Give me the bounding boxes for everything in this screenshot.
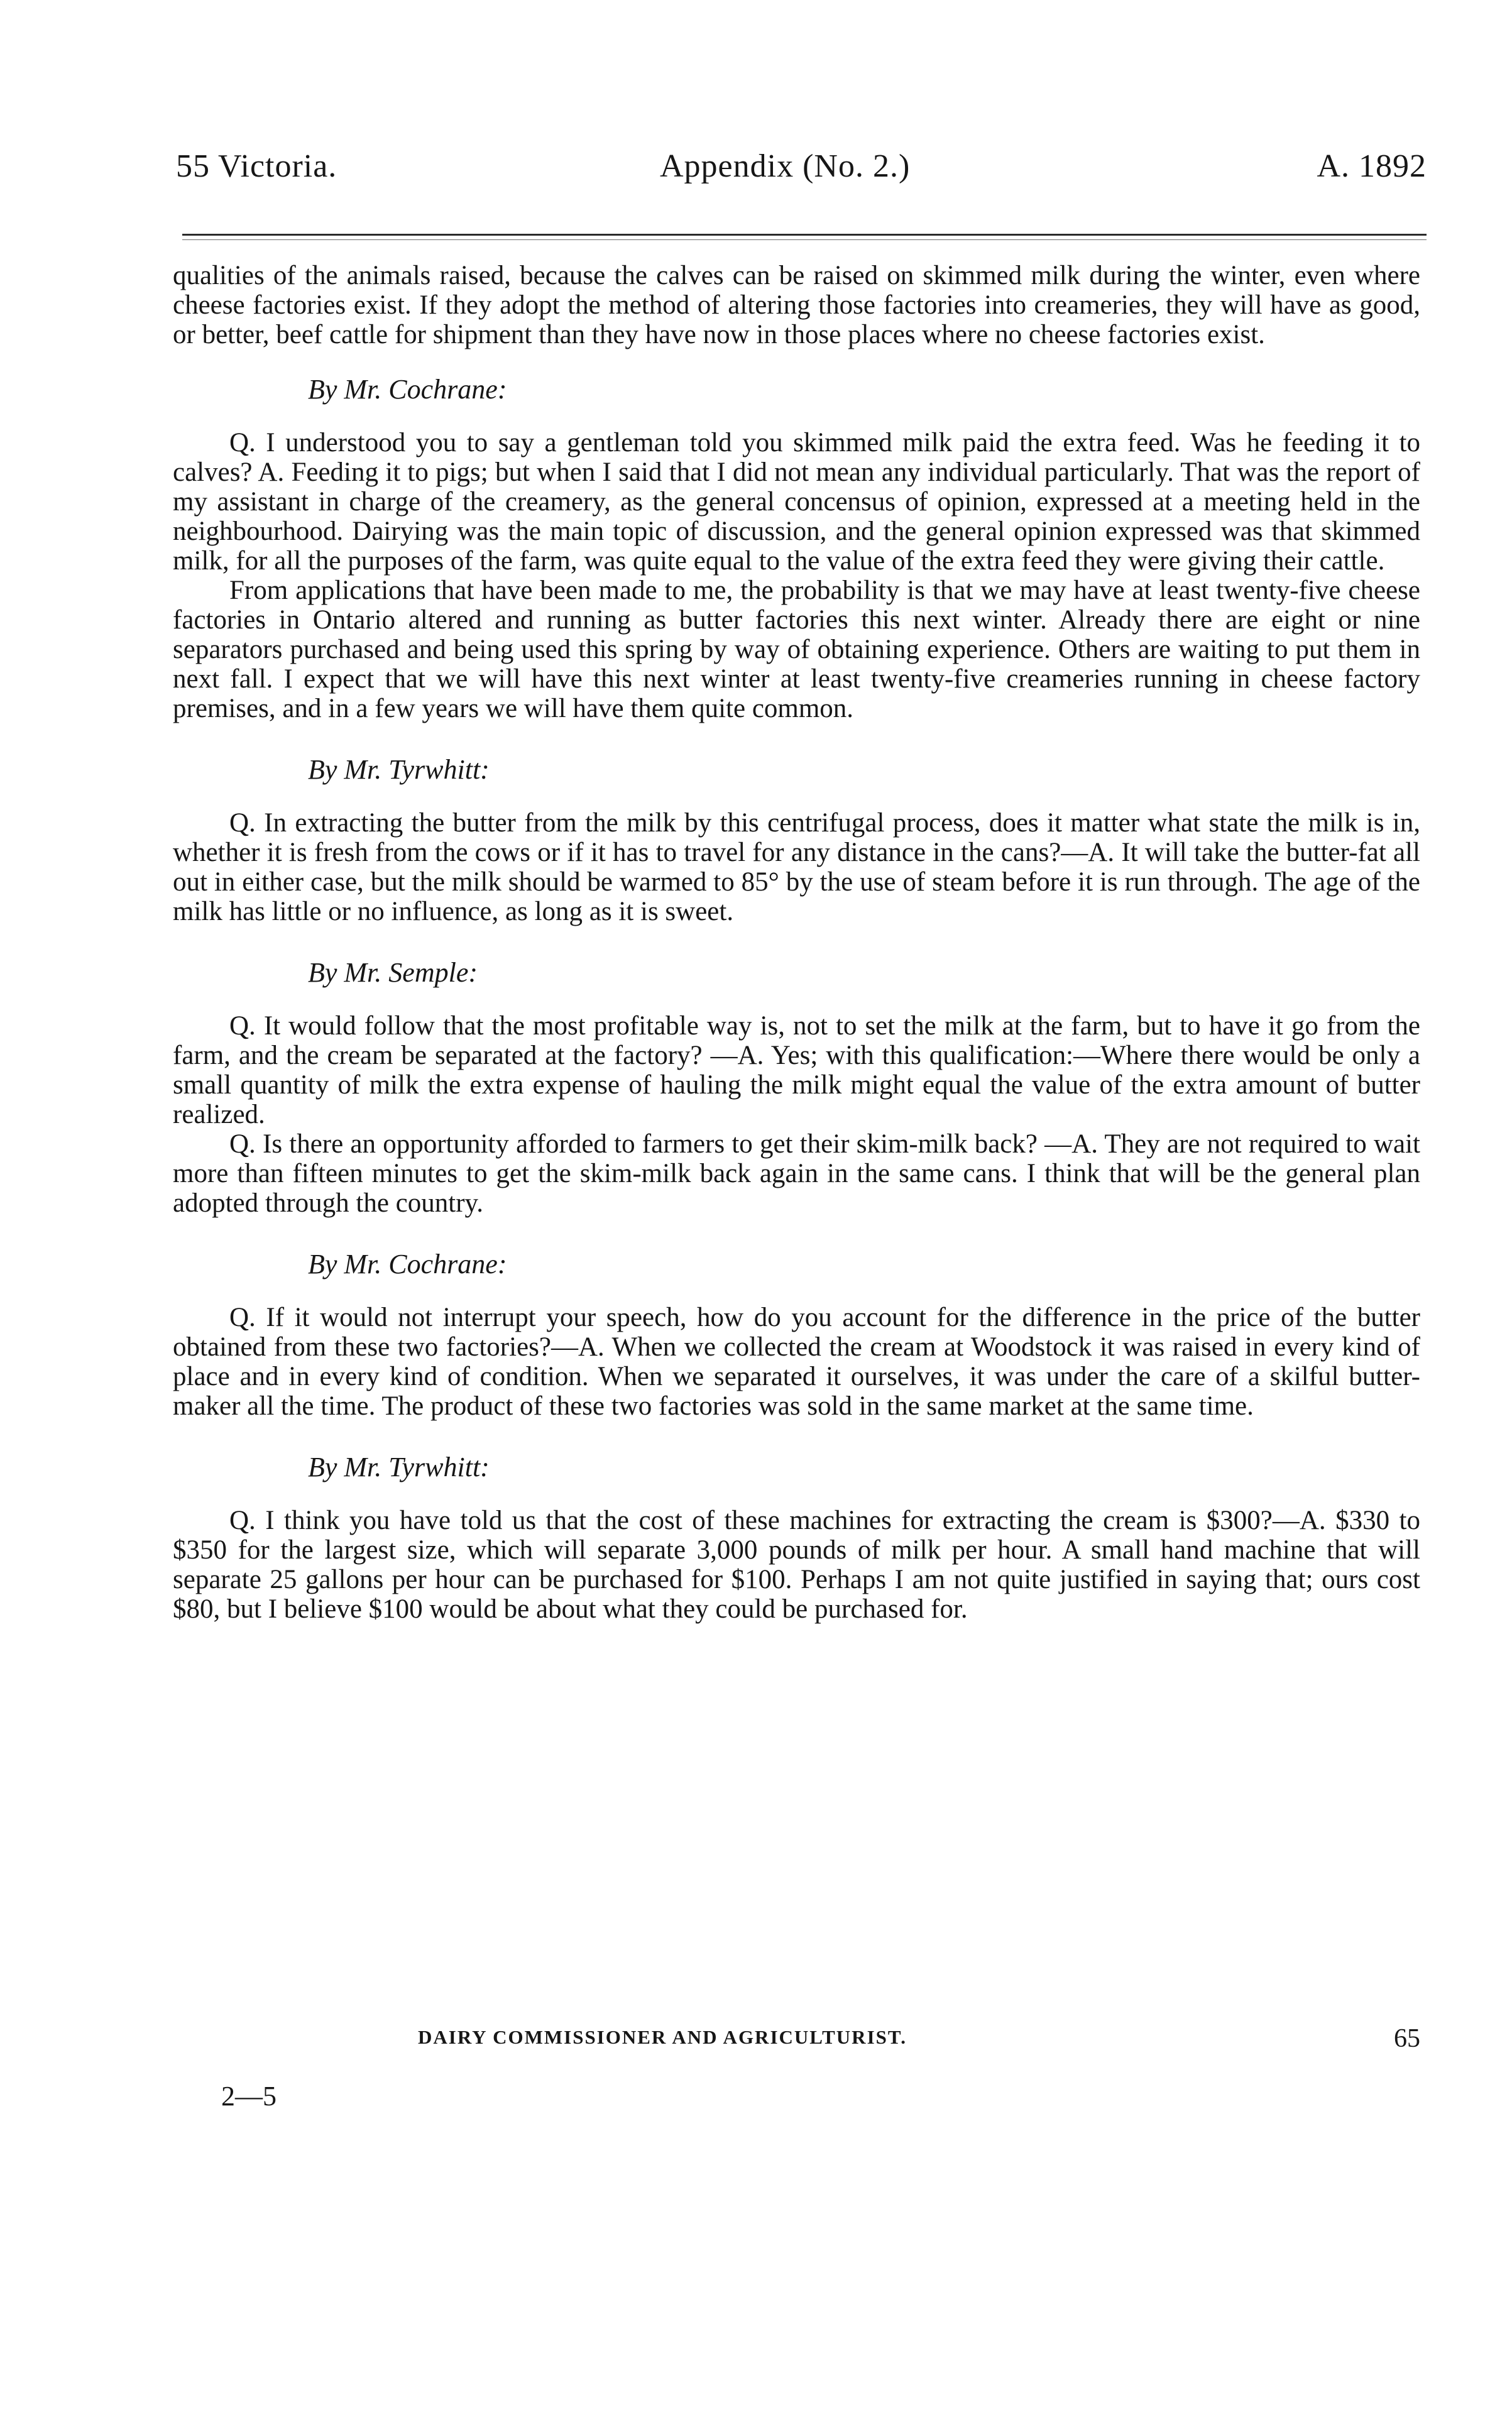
paragraph: Q. I think you have told us that the cost of these machines for extracting the cream is $300?—A. $330 to $350 for the largest size, which will separate 3,000 pounds of milk per hour. A small hand machine that will separate 25 gallons per hour can be purchased for $100. Perhaps I am not quite justified in saying that; ours cost $80, but I believe $100 would be about what they could be purchased for. <box>173 1506 1420 1624</box>
signature-mark: 2—5 <box>221 2081 277 2112</box>
paragraph: Q. I understood you to say a gentleman told you skimmed milk paid the extra feed. Was he feeding it to calves? A. Feeding it to pigs; but when I said that I did not mean any individual particularly. That was the report of my assistant in charge of the creamery, as the general concensus of opinion, expressed at a meeting held in the neighbourhood. Dairying was the main topic of discussion, and the general opinion expressed was that skimmed milk, for all the purposes of the farm, was quite equal to the value of the extra feed they were giving their cattle. <box>173 428 1420 576</box>
page-header <box>176 148 1427 204</box>
header-appendix: Appendix (No. 2.) <box>660 148 911 184</box>
paragraph: Q. It would follow that the most profitable way is, not to set the milk at the farm, but to have it go from the farm, and the cream be separated at the factory? —A. Yes; with this qualification:—Where there would be only a small quantity of milk the extra expense of hauling the milk might equal the value of the extra amount of butter realized. <box>173 1011 1420 1129</box>
page-number: 65 <box>1394 2024 1420 2053</box>
paragraph: From applications that have been made to me, the probability is that we may have at least twenty-five cheese factories in Ontario altered and running as butter factories this next winter. Already there are eight or nine separators purchased and being used this spring by way of obtaining experience. Others are waiting to put them in next fall. I expect that we will have this next winter at least twenty-five creameries running in cheese factory premises, and in a few years we will have them quite common. <box>173 576 1420 723</box>
speaker-heading: By Mr. Cochrane: <box>308 374 507 405</box>
header-session: 55 Victoria. <box>176 148 337 184</box>
running-head: DAIRY COMMISSIONER AND AGRICULTURIST. <box>418 2026 907 2048</box>
page-footer <box>173 2024 1420 2061</box>
header-year: A. 1892 <box>1317 148 1427 184</box>
speaker-heading: By Mr. Cochrane: <box>308 1249 507 1279</box>
paragraph: Q. If it would not interrupt your speech, how do you account for the difference in the price of the butter obtained from these two factories?—A. When we collected the cream at Woodstock it was raised in every kind of place and in every kind of condition. When we separated it ourselves, it was under the care of a skilful butter-maker all the time. The product of these two factories was sold in the same market at the same time. <box>173 1303 1420 1421</box>
body-text <box>173 261 1420 1624</box>
header-rule <box>182 234 1427 236</box>
paragraph: Q. In extracting the butter from the milk by this centrifugal process, does it matter what state the milk is in, whether it is fresh from the cows or if it has to travel for any distance in the cans?—A. It will take the butter-fat all out in either case, but the milk should be warmed to 85° by the use of steam before it is run through. The age of the milk has little or no influence, as long as it is sweet. <box>173 808 1420 926</box>
header-rule-thin <box>182 239 1427 240</box>
paragraph: Q. Is there an opportunity afforded to farmers to get their skim-milk back? —A. They are not required to wait more than fifteen minutes to get the skim-milk back again in the same cans. I think that will be the general plan adopted through the country. <box>173 1129 1420 1218</box>
speaker-heading: By Mr. Semple: <box>308 957 478 988</box>
speaker-heading: By Mr. Tyrwhitt: <box>308 1452 490 1482</box>
paragraph: qualities of the animals raised, because the calves can be raised on skimmed milk during the winter, even where cheese factories exist. If they adopt the method of altering those factories into creameries, they will have as good, or better, beef cattle for shipment than they have now in those places where no cheese factories exist. <box>173 261 1420 349</box>
speaker-heading: By Mr. Tyrwhitt: <box>308 754 490 785</box>
